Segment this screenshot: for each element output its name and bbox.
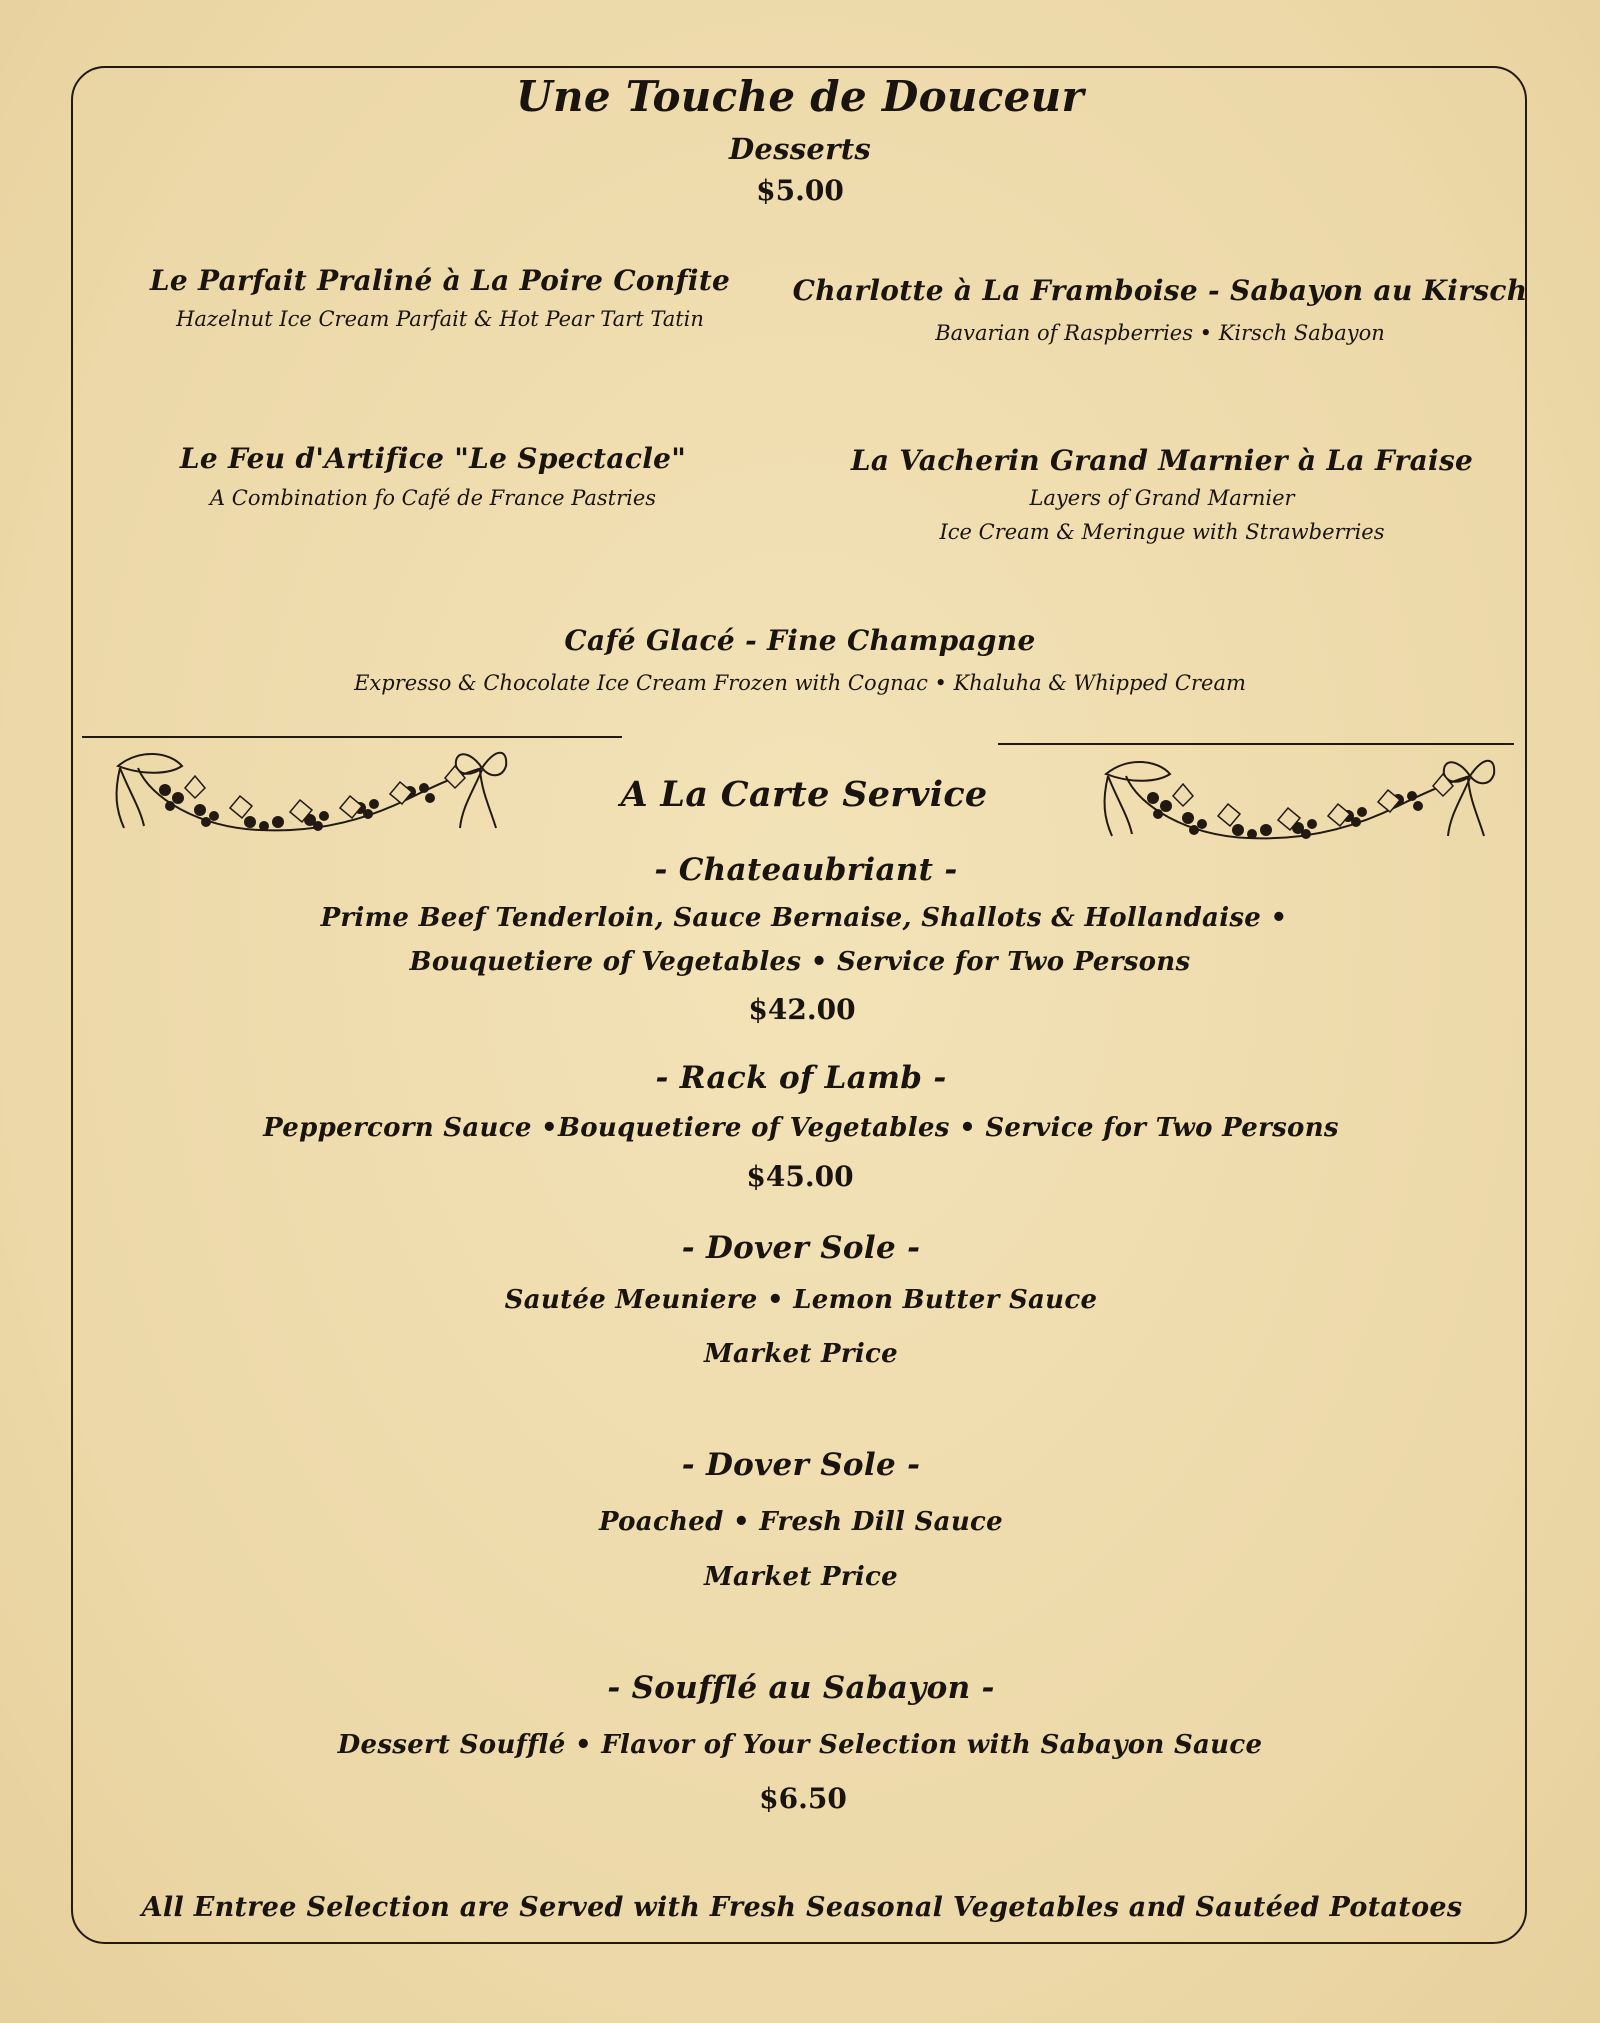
dessert-price: $5.00 bbox=[756, 174, 844, 207]
entree-name: - Dover Sole - bbox=[681, 1447, 921, 1483]
garland-ornament-left bbox=[110, 738, 510, 844]
entree-description: Bouquetiere of Vegetables • Service for Two Persons bbox=[409, 947, 1191, 977]
entree-name: - Dover Sole - bbox=[681, 1230, 921, 1266]
dessert-name: Café Glacé - Fine Champagne bbox=[564, 624, 1036, 657]
dessert-name: Le Feu d'Artifice "Le Spectacle" bbox=[179, 442, 687, 475]
entree-description: Peppercorn Sauce •Bouquetiere of Vegetables • Service for Two Persons bbox=[263, 1113, 1339, 1143]
dessert-name: Charlotte à La Framboise - Sabayon au Kirsch bbox=[792, 274, 1528, 307]
entree-price: $42.00 bbox=[748, 993, 856, 1026]
divider-right bbox=[998, 743, 1514, 745]
entree-description: Prime Beef Tenderloin, Sauce Bernaise, Shallots & Hollandaise • bbox=[320, 903, 1288, 933]
entree-name: - Rack of Lamb - bbox=[655, 1060, 947, 1096]
dessert-description: Bavarian of Raspberries • Kirsch Sabayon bbox=[935, 321, 1385, 345]
dessert-description: A Combination fo Café de France Pastries bbox=[209, 486, 657, 510]
dessert-description: Layers of Grand Marnier bbox=[1029, 486, 1295, 510]
dessert-description: Expresso & Chocolate Ice Cream Frozen with Cognac • Khaluha & Whipped Cream bbox=[354, 671, 1246, 695]
dessert-description: Hazelnut Ice Cream Parfait & Hot Pear Tart Tatin bbox=[176, 307, 704, 331]
menu-subtitle: Desserts bbox=[728, 132, 872, 166]
entree-price: Market Price bbox=[703, 1562, 899, 1592]
entree-name: - Chateaubriant - bbox=[654, 852, 958, 888]
entree-price: Market Price bbox=[703, 1339, 899, 1369]
entree-description: Poached • Fresh Dill Sauce bbox=[599, 1507, 1003, 1537]
garland-ornament-right bbox=[1098, 746, 1498, 852]
entree-description: Sautée Meuniere • Lemon Butter Sauce bbox=[504, 1285, 1098, 1315]
menu-title: Une Touche de Douceur bbox=[516, 72, 1084, 121]
dessert-name: La Vacherin Grand Marnier à La Fraise bbox=[850, 444, 1474, 477]
entree-price: $6.50 bbox=[759, 1782, 847, 1815]
entree-name: - Soufflé au Sabayon - bbox=[607, 1670, 995, 1706]
footer-note: All Entree Selection are Served with Fresh Seasonal Vegetables and Sautéed Potatoes bbox=[141, 1892, 1463, 1923]
entree-description: Dessert Soufflé • Flavor of Your Selection with Sabayon Sauce bbox=[337, 1730, 1263, 1760]
entree-price: $45.00 bbox=[746, 1160, 854, 1193]
dessert-description: Ice Cream & Meringue with Strawberries bbox=[939, 520, 1385, 544]
a-la-carte-heading: A La Carte Service bbox=[620, 774, 988, 815]
dessert-name: Le Parfait Praliné à La Poire Confite bbox=[149, 264, 731, 297]
